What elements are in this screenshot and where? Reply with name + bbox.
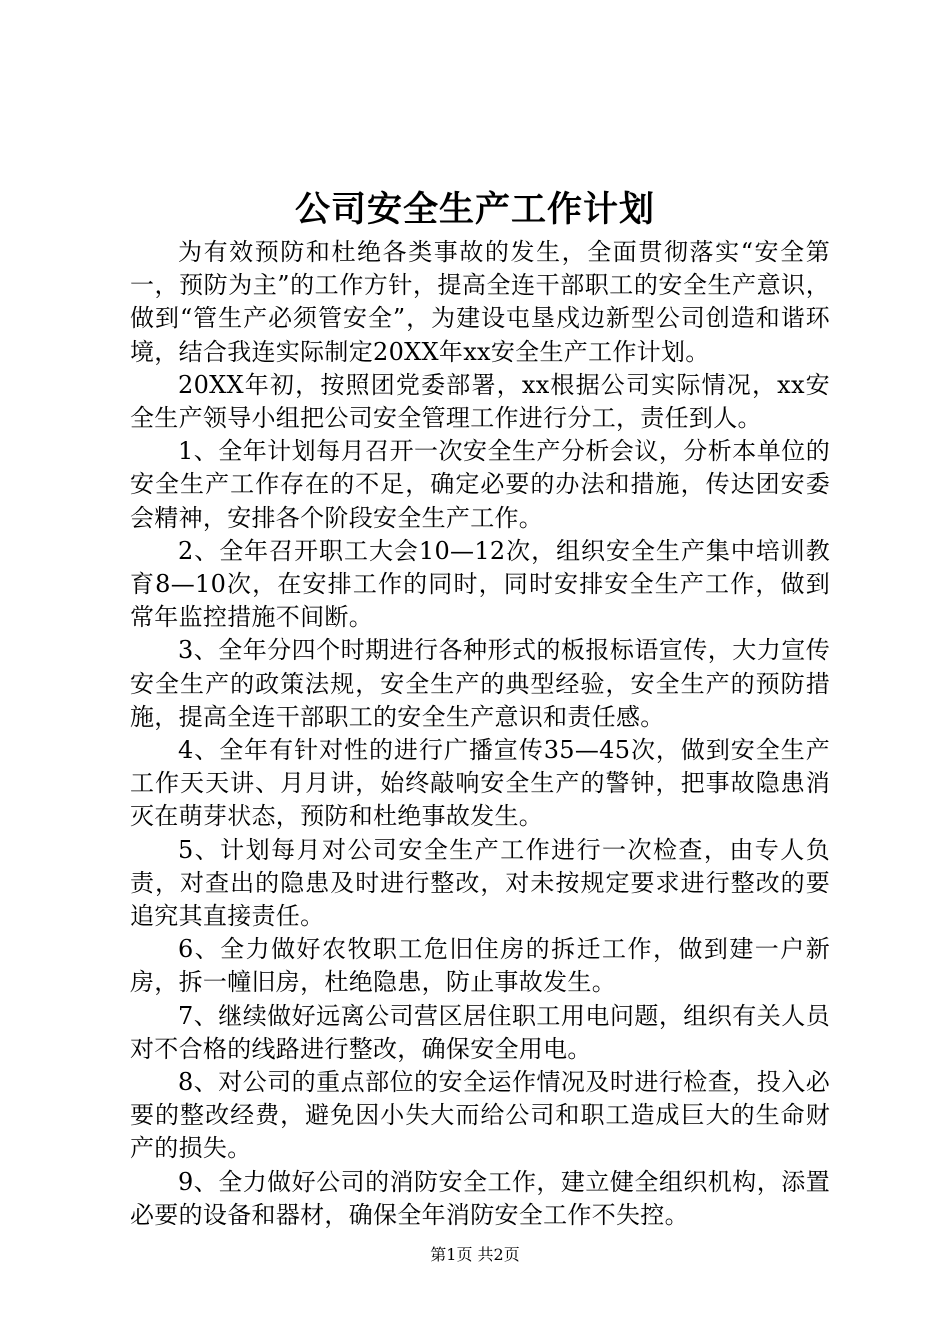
paragraph-item-7: 7、继续做好远离公司营区居住职工用电问题，组织有关人员对不合格的线路进行整改，确保安全用电。 [130, 1001, 830, 1063]
paragraph-overview: 20XX年初，按照团党委部署，xx根据公司实际情况，xx安全生产领导小组把公司安全管理工作进行分工，责任到人。 [130, 370, 830, 433]
paragraph-item-9: 9、全力做好公司的消防安全工作，建立健全组织机构，添置必要的设备和器材，确保全年消防安全工作不失控。 [130, 1167, 830, 1229]
paragraph-item-4: 4、全年有针对性的进行广播宣传35—45次，做到安全生产工作天天讲、月月讲，始终敲响安全生产的警钟，把事故隐患消灭在萌芽状态，预防和杜绝事故发生。 [130, 736, 830, 831]
document-title: 公司安全生产工作计划 [294, 189, 655, 230]
paragraph-intro: 为有效预防和杜绝各类事故的发生，全面贯彻落实“安全第一，预防为主”的工作方针，提高全连干部职工的安全生产意识，做到“管生产必须管安全”，为建设屯垦戍边新型公司创造和谐环境，结合我连实际制定20XX年xx安全生产工作计划。 [130, 238, 830, 366]
paragraph-item-8: 8、对公司的重点部位的安全运作情况及时进行检查，投入必要的整改经费，避免因小失大而给公司和职工造成巨大的生命财产的损失。 [130, 1068, 830, 1163]
paragraph-item-2: 2、全年召开职工大会10—12次，组织安全生产集中培训教育8—10次，在安排工作的同时，同时安排安全生产工作，做到常年监控措施不间断。 [130, 536, 830, 632]
paragraph-item-5: 5、计划每月对公司安全生产工作进行一次检查，由专人负责，对查出的隐患及时进行整改，对未按规定要求进行整改的要追究其直接责任。 [130, 835, 830, 931]
page-number-footer: 第1页 共2页 [430, 1245, 520, 1264]
document-body [130, 236, 830, 1232]
paragraph-item-3: 3、全年分四个时期进行各种形式的板报标语宣传，大力宣传安全生产的政策法规，安全生产的典型经验，安全生产的预防措施，提高全连干部职工的安全生产意识和责任感。 [130, 636, 830, 731]
paragraph-item-6: 6、全力做好农牧职工危旧住房的拆迁工作，做到建一户新房，拆一幢旧房，杜绝隐患，防止事故发生。 [130, 935, 830, 997]
paragraph-item-1: 1、全年计划每月召开一次安全生产分析会议，分析本单位的安全生产工作存在的不足，确定必要的办法和措施，传达团安委会精神，安排各个阶段安全生产工作。 [130, 437, 830, 532]
